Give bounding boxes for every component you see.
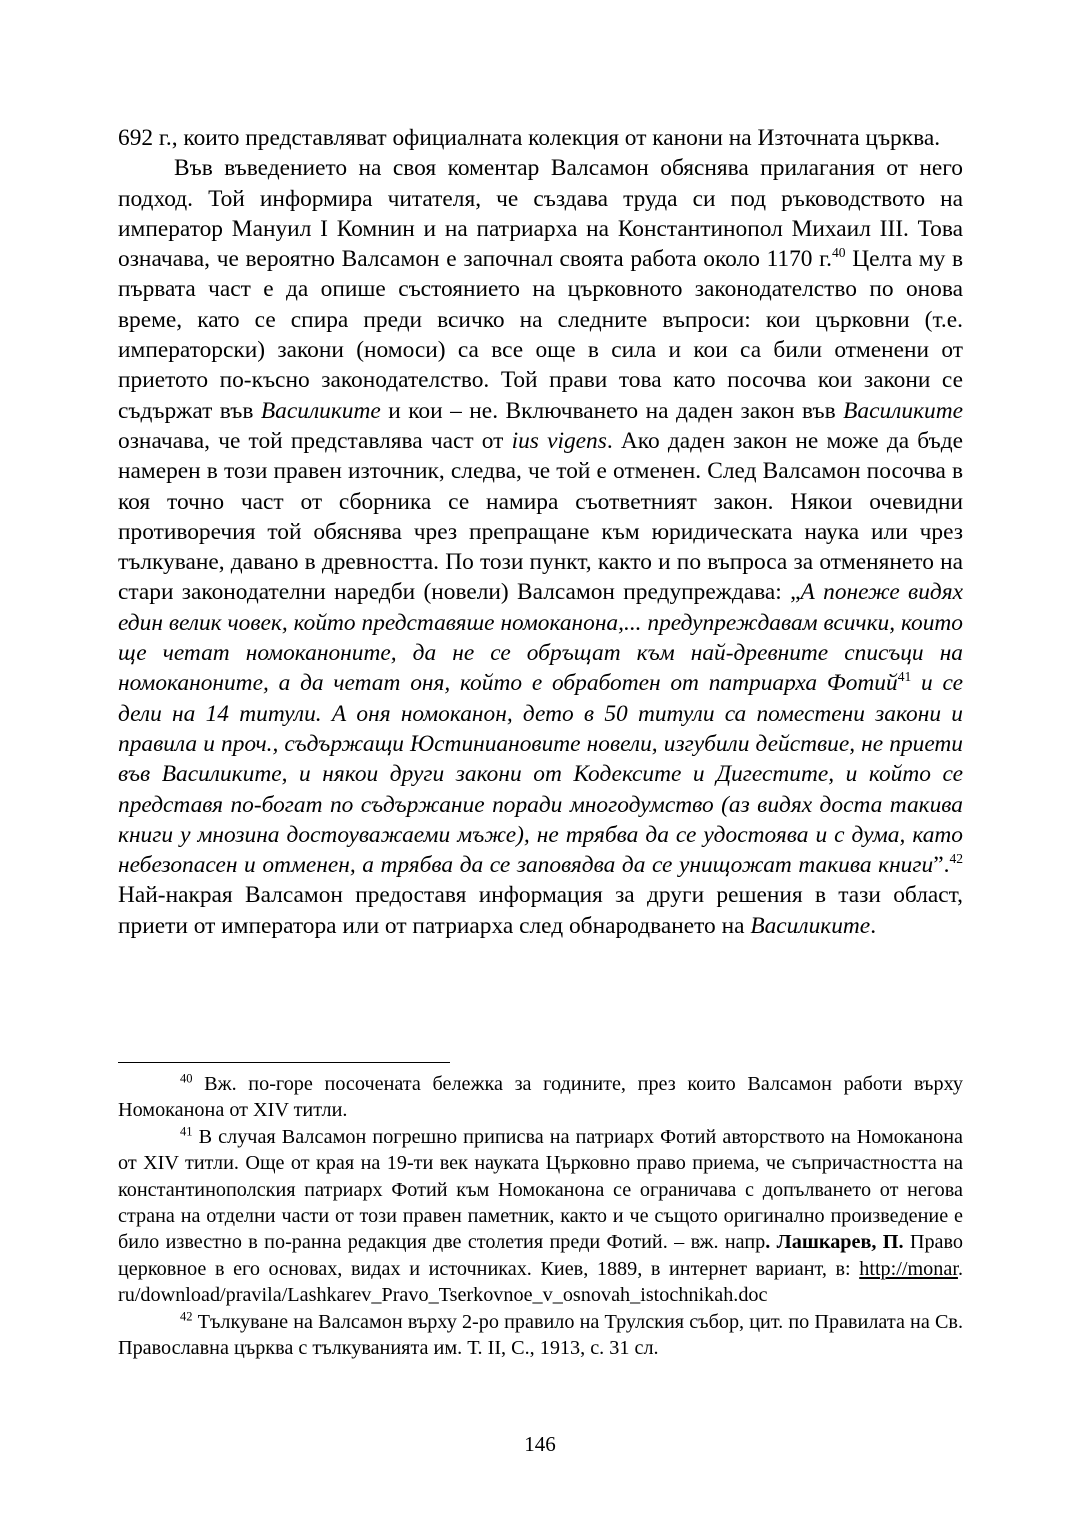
italic-title: Василиките xyxy=(260,397,381,424)
footnote-ref-42[interactable]: 42 xyxy=(949,851,963,867)
footnote-41 xyxy=(118,1124,963,1309)
text-run: Най-накрая Валсамон предоставя информация за други решения в тази област, приети от императора или от патриарха след обнародването на xyxy=(118,882,963,939)
footnote-text: Тълкуване на Валсамон върху 2-ро правило на Трулския събор, цит. по Правилата на Св. Православна църква с тълкуванията им. Т. II, С., 1913, с. 31 сл. xyxy=(118,1310,963,1360)
footnote-number: 42 xyxy=(180,1308,193,1323)
text-run: Във въведението на своя коментар Валсамон обяснява прилагания от него подход. Той информира читателя, че създава труда си под ръководството на император Мануил I Комнин и на патриарха на Константинопол Михаил III. Това означава, че вероятно Валсамон е започнал своята работа около 1170 г. xyxy=(118,155,963,273)
footnote-separator xyxy=(118,1062,450,1063)
text-run: . xyxy=(870,912,877,939)
footnote-ref-41[interactable]: 41 xyxy=(897,669,912,685)
paragraph-2 xyxy=(118,153,963,941)
footnote-40 xyxy=(118,1071,963,1124)
text-run: означава, че той представлява част от xyxy=(118,427,512,454)
italic-title: Василиките xyxy=(750,912,871,939)
footnote-text: Вж. по-горе посочената бележка за годините, през които Валсамон работи върху Номоканона от XIV титли. xyxy=(118,1073,963,1122)
footnote-number: 40 xyxy=(180,1071,193,1086)
footnote-link-tail: . ru/download/pravila/Lashkarev_Pravo_Tserkovnoe_v_osnovah_istochnikah.doc xyxy=(118,1257,963,1307)
paragraph-1 xyxy=(118,123,963,153)
footnote-text: В случая Валсамон погрешно приписва на патриарх Фотий авторството на Номоканона от XIV титли. Още от края на 19-ти век науката Църковно право приема, че съпричастността на константинополския патриарх Фотий към Номоканона се ограничава с допълването от негова страна на отделни части от този правен паметник, както и че същото оригинално произведение е било известно в по-ранна редакция две столетия преди Фотий. – вж. напр xyxy=(118,1125,963,1254)
text-run: . Ако даден закон не може да бъде намерен в този правен източник, следва, че той е отменен. След Валсамон посочва в коя точно част от сборника се намира съответният закон. Някои очевидни противоречия той обяснява чрез препращане към юридическата наука или чрез тълкуване, давано в древността. По този пункт, както и по въпроса за отменянето на стари законодателни наредби (новели) Валсамон предупреждава: „ xyxy=(118,427,964,606)
latin-term: ius vigens xyxy=(511,427,607,454)
footnote-link[interactable]: http://monar xyxy=(859,1257,958,1280)
text-run: Целта му в първата част е да опише състоянието на църковното законодателство по онова време, като се спира преди всичко на следните въпроси: кои църковни (т.е. императорски) закони (номоси) са все още в сила и кои са били отменени от приетото по-късно законодателство. Той прави това като посочва кои закони се съдържат във xyxy=(118,246,964,424)
footnote-number: 41 xyxy=(180,1124,193,1139)
italic-quote: и се дели на 14 титули. А оня номоканон, дето в 50 титули са поместени закони и правила и проч., съдържащи Юстиниановите новели, изгубили действие, не приети във Василиките, и някои други закони от Кодексите и Дигестите, и който се представя по-богат по съдържание поради многодумство (аз видях доста такива книги у мнозина достоуважаеми мъже), не трябва да се удостоява и с дума, като небезопасен и отменен, а трябва да се заповядва да се унищожат такива книги xyxy=(118,670,963,879)
footnote-text: Право церковное в его основах, видах и источниках. Киев, 1889, в интернет вариант, в: xyxy=(118,1231,964,1280)
footnote-42 xyxy=(118,1309,963,1362)
paragraph-1-text: 692 г., които представляват официалната колекция от канони на Източната църква. xyxy=(118,125,941,151)
footnotes xyxy=(118,1071,963,1361)
footnote-author: . Лашкарев, П. xyxy=(765,1231,904,1254)
italic-title: Василиките xyxy=(843,397,963,424)
page-number: 146 xyxy=(524,1432,556,1456)
main-text xyxy=(118,123,963,941)
footnote-ref-40[interactable]: 40 xyxy=(832,245,846,261)
text-run: и кои – не. Включването на даден закон във xyxy=(380,397,844,424)
italic-quote: А понеже видях един велик човек, който представяше номоканона,... предупреждавам всички, които ще четат номоканоните, да не се обръщат към най-древните списъци на номоканоните, а да четат оня, който е обработен от патриарха Фотий xyxy=(118,579,963,697)
quote-close: ”. xyxy=(933,852,950,879)
